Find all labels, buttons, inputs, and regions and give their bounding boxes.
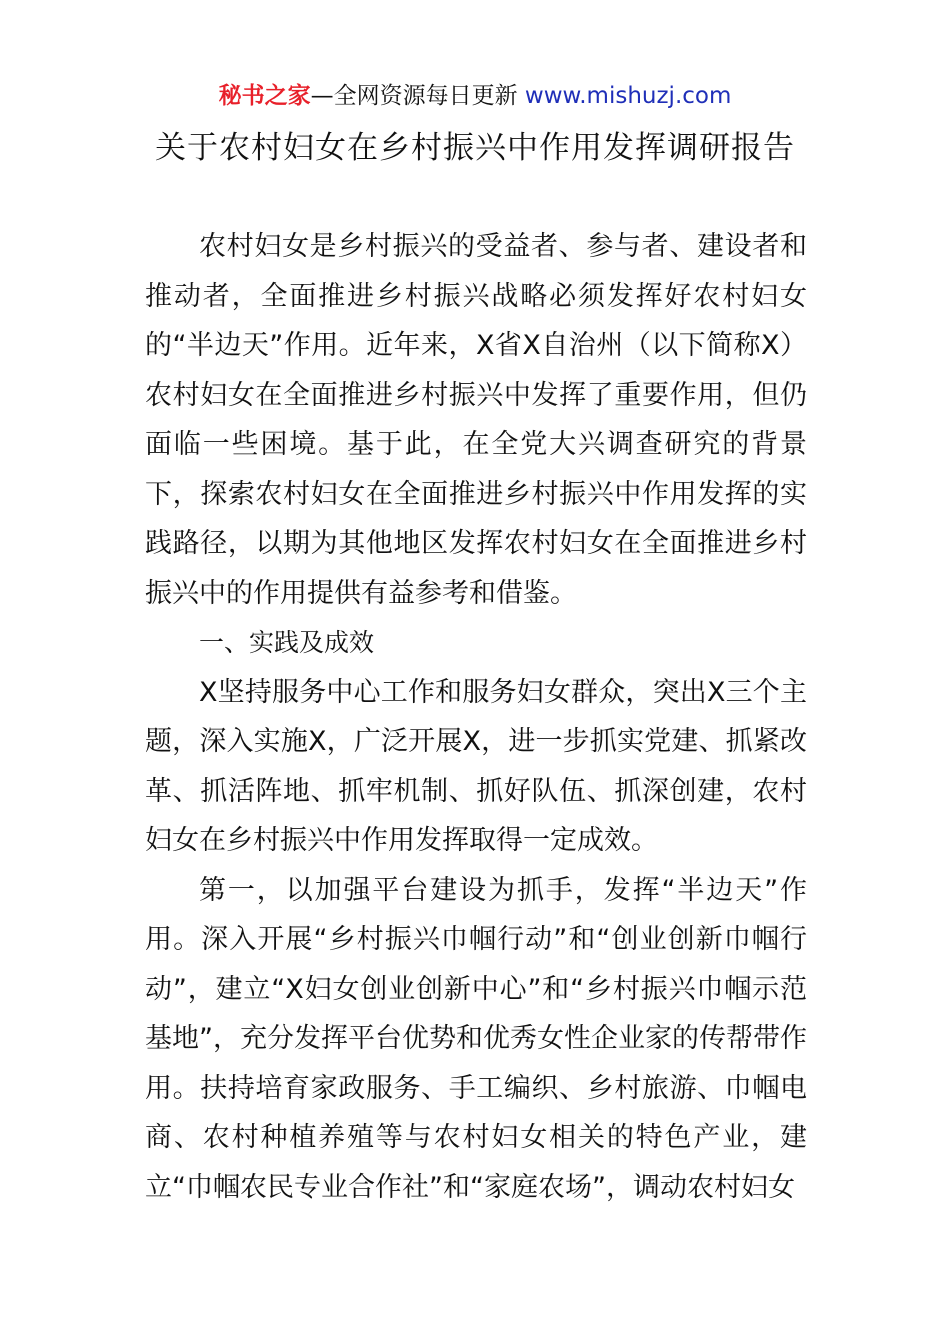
site-header — [0, 80, 950, 112]
section-paragraph: X坚持服务中心工作和服务妇女群众，突出X三个主题，深入实施X，广泛开展X，进一步抓实党建、抓紧改革、抓活阵地、抓牢机制、抓好队伍、抓深创建，农村妇女在乡村振兴中作用发挥取得一定成效。 — [145, 676, 807, 856]
document-title: 关于农村妇女在乡村振兴中作用发挥调研报告 — [155, 130, 795, 166]
site-tagline: —全网资源每日更新 — [310, 83, 525, 109]
site-url-link[interactable]: www.mishuzj.com — [524, 83, 732, 109]
section-heading: 一、实践及成效 — [199, 628, 375, 657]
site-brand: 秘书之家 — [218, 83, 311, 109]
document-body — [145, 222, 807, 1212]
section-paragraph: 第一，以加强平台建设为抓手，发挥“半边天”作用。深入开展“乡村振兴巾帼行动”和“创业创新巾帼行动”，建立“X妇女创业创新中心”和“乡村振兴巾帼示范基地”，充分发挥平台优势和优秀女性企业家的传帮带作用。扶持培育家政服务、手工编织、乡村旅游、巾帼电商、农村种植养殖等与农村妇女相关的特色产业，建立“巾帼农民专业合作社”和“家庭农场”，调动农村妇女 — [145, 874, 807, 1203]
intro-paragraph: 农村妇女是乡村振兴的受益者、参与者、建设者和推动者，全面推进乡村振兴战略必须发挥好农村妇女的“半边天”作用。近年来，X省X自治州（以下简称X）农村妇女在全面推进乡村振兴中发挥了重要作用，但仍面临一些困境。基于此，在全党大兴调查研究的背景下，探索农村妇女在全面推进乡村振兴中作用发挥的实践路径，以期为其他地区发挥农村妇女在全面推进乡村振兴中的作用提供有益参考和借鉴。 — [145, 231, 807, 609]
